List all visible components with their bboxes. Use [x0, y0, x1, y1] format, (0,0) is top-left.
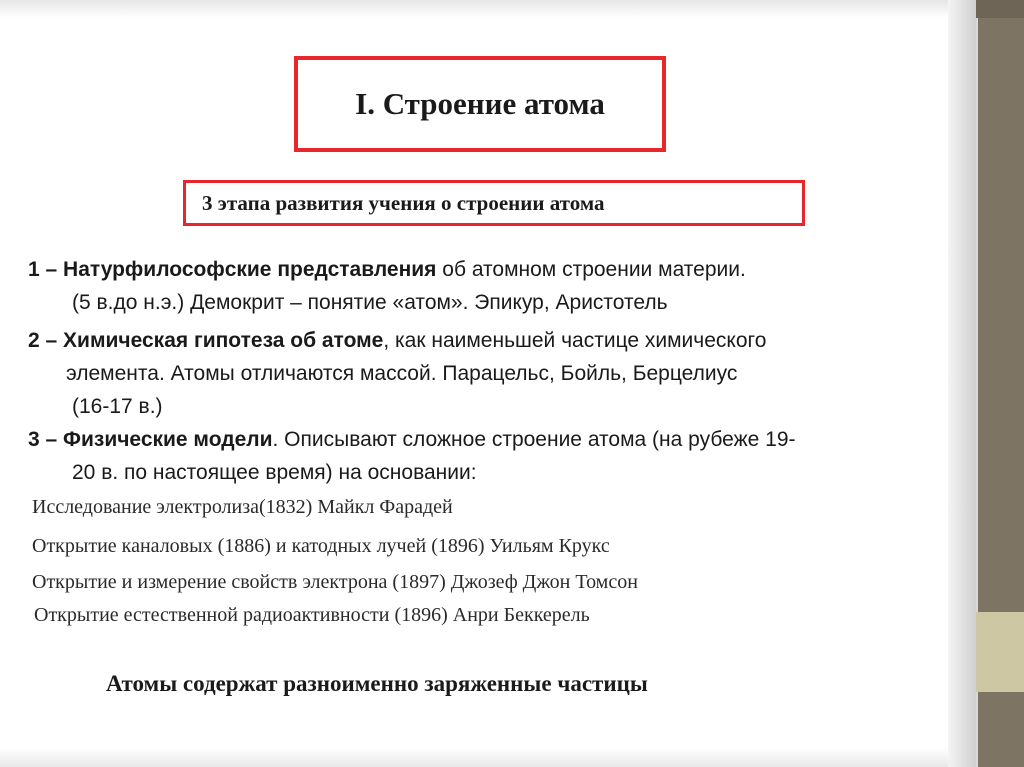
stage-3-title: Физические модели [63, 428, 273, 451]
stage-3-number: 3 – [28, 428, 58, 451]
stage-1-line-2: (5 в.до н.э.) Демокрит – понятие «атом». Эпикур, Аристотель [72, 291, 668, 314]
side-accent-top [976, 0, 1024, 18]
slide-top-shadow [0, 0, 948, 18]
title-box [294, 56, 666, 152]
stage-3-line-1 [28, 428, 796, 451]
stage-2-title: Химическая гипотеза об атоме [63, 329, 384, 352]
stage-2-text: , как наименьшей частице химического [383, 329, 767, 352]
side-edge [948, 0, 978, 767]
stage-1-text: об атомном строении материи. [436, 258, 746, 281]
stage-1-number: 1 – [28, 258, 58, 281]
stage-2-line-2: элемента. Атомы отличаются массой. Парацельс, Бойль, Берцелиус [66, 362, 738, 385]
stage-1 [28, 253, 746, 319]
slide-subtitle: 3 этапа развития учения о строении атома [202, 190, 605, 215]
conclusion-text: Атомы содержат разноименно заряженные частицы [106, 671, 648, 696]
side-accent-block [976, 612, 1024, 692]
stage-2-line-1 [28, 329, 766, 352]
discovery-item: Открытие и измерение свойств электрона (1897) Джозеф Джон Томсон [32, 571, 638, 593]
stage-3 [28, 423, 796, 489]
stage-1-title: Натурфилософские представления [63, 258, 437, 281]
stage-2-number: 2 – [28, 329, 58, 352]
subtitle-box [183, 180, 805, 226]
slide-title: I. Строение атома [355, 86, 605, 121]
discovery-item: Исследование электролиза(1832) Майкл Фарадей [32, 496, 453, 518]
stage-2 [28, 324, 766, 423]
discovery-item: Открытие естественной радиоактивности (1896) Анри Беккерель [34, 604, 590, 626]
stage-3-line-2: 20 в. по настоящее время) на основании: [72, 461, 477, 484]
slide-bottom-shadow [0, 748, 948, 767]
stage-2-line-3: (16-17 в.) [72, 395, 163, 418]
stage-1-line-1 [28, 258, 746, 281]
discovery-item: Открытие каналовых (1886) и катодных лучей (1896) Уильям Крукс [32, 535, 610, 557]
stage-3-text: . Описывают сложное строение атома (на рубеже 19- [272, 428, 796, 451]
